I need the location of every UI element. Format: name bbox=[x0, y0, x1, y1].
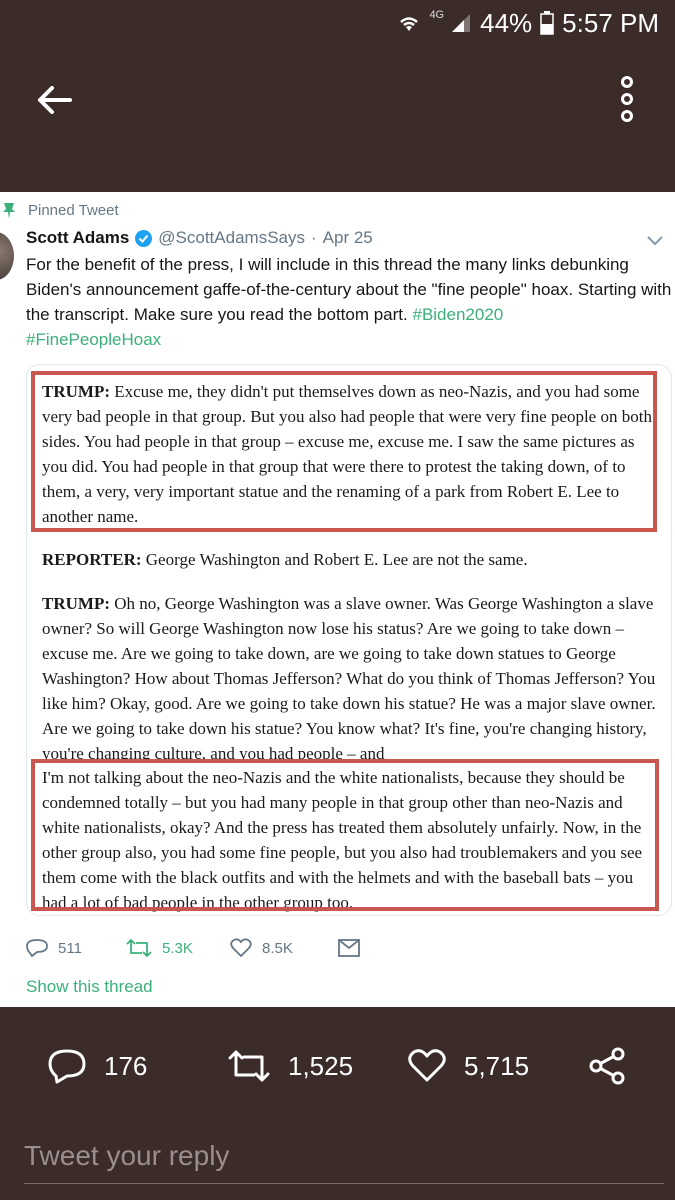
retweet-button-large[interactable] bbox=[228, 1040, 353, 1092]
hashtag-link[interactable]: #FinePeopleHoax bbox=[26, 330, 162, 349]
retweet-count: 5.3K bbox=[162, 939, 193, 957]
signal-icon bbox=[450, 12, 472, 34]
author-name[interactable]: Scott Adams bbox=[26, 228, 130, 247]
tweet-image[interactable] bbox=[26, 364, 672, 916]
separator: · bbox=[310, 228, 317, 247]
like-count: 8.5K bbox=[262, 939, 293, 957]
tweet-card[interactable] bbox=[0, 192, 675, 1007]
tweet-header bbox=[26, 228, 615, 248]
reply-count-large: 176 bbox=[104, 1050, 148, 1081]
highlight-box bbox=[31, 371, 657, 532]
avatar[interactable] bbox=[0, 232, 14, 280]
share-icon bbox=[588, 1047, 626, 1085]
battery-percent: 44% bbox=[480, 7, 533, 38]
envelope-icon bbox=[338, 939, 360, 957]
pin-icon bbox=[2, 203, 16, 219]
chevron-down-icon[interactable] bbox=[645, 230, 665, 250]
pinned-indicator bbox=[0, 202, 119, 219]
tweet-body: For the benefit of the press, I will include in this thread the many links debunking Biden's announcement gaffe-of-the-century about the "fine people" hoax. Starting with the transcript. Make sure you read the bottom part. bbox=[26, 255, 672, 324]
reply-icon bbox=[48, 1048, 86, 1084]
transcript-para-3: TRUMP: Oh no, George Washington was a slave owner. Was George Washington a slave owner? So will George Washington now lose his status? Are we going to take down – excuse me. Are we going to take down, are we going to take down statues to George Washington? How about Thomas Jefferson? What do you think of Thomas Jefferson? You like him? Okay, good. Are we going to take down his statue? He was a major slave owner. Are we going to take down his statue? You know what? It's fine, you're changing history, you're changing culture, and you had people – and bbox=[42, 594, 656, 763]
verified-badge-icon bbox=[135, 230, 152, 247]
app-bar bbox=[0, 46, 675, 192]
retweet-count-large: 1,525 bbox=[288, 1050, 354, 1081]
retweet-button[interactable] bbox=[126, 938, 230, 958]
reply-input[interactable] bbox=[24, 1128, 664, 1183]
show-thread-link[interactable]: Show this thread bbox=[26, 977, 153, 996]
retweet-icon bbox=[126, 938, 152, 958]
battery-icon bbox=[540, 11, 554, 35]
tweet-date[interactable]: Apr 25 bbox=[322, 228, 373, 247]
reply-bar bbox=[24, 1128, 664, 1184]
hashtag-link[interactable]: #Biden2020 bbox=[412, 305, 504, 324]
share-button[interactable] bbox=[588, 1040, 626, 1092]
retweet-icon bbox=[228, 1049, 270, 1083]
back-button[interactable] bbox=[30, 76, 78, 124]
like-button-large[interactable] bbox=[408, 1040, 529, 1092]
like-button[interactable] bbox=[230, 938, 338, 958]
reply-icon bbox=[26, 938, 48, 958]
bottom-action-bar bbox=[0, 1040, 675, 1092]
clock: 5:57 PM bbox=[562, 7, 659, 38]
reply-button-large[interactable] bbox=[48, 1040, 147, 1092]
status-bar bbox=[0, 0, 675, 46]
pinned-label: Pinned Tweet bbox=[28, 202, 119, 219]
speaker-label: REPORTER: bbox=[42, 550, 142, 569]
wifi-icon bbox=[397, 13, 421, 33]
arrow-left-icon bbox=[36, 85, 72, 115]
transcript-para-4: I'm not talking about the neo-Nazis and the white nationalists, because they should be condemned totally – but you had many people in that group other than neo-Nazis and white nationalists, okay? And the press has treated them absolutely unfairly. Now, in the other group also, you had some fine people, but you also had troublemakers and you see them come with the black outfits and with the helmets and with the baseball bats – you had a lot of bad people in the other group too. bbox=[42, 768, 643, 912]
dm-share-button[interactable] bbox=[338, 939, 360, 957]
heart-icon bbox=[408, 1049, 446, 1083]
speaker-label: TRUMP: bbox=[42, 382, 110, 401]
highlight-box bbox=[31, 759, 659, 911]
tweet-actions bbox=[26, 938, 360, 958]
more-vertical-icon bbox=[621, 76, 633, 88]
transcript-para-2: REPORTER: George Washington and Robert E. Lee are not the same. bbox=[42, 550, 528, 569]
network-type: 4G bbox=[429, 9, 445, 21]
reply-button[interactable] bbox=[26, 938, 126, 958]
speaker-label: TRUMP: bbox=[42, 594, 110, 613]
like-count-large: 5,715 bbox=[464, 1050, 530, 1081]
reply-count: 511 bbox=[58, 939, 82, 957]
heart-icon bbox=[230, 938, 252, 958]
tweet-text bbox=[26, 252, 674, 352]
author-handle[interactable]: @ScottAdamsSays bbox=[158, 228, 305, 247]
more-options-button[interactable] bbox=[615, 76, 639, 122]
transcript-para-1: TRUMP: Excuse me, they didn't put themselves down as neo-Nazis, and you had some very bad people in that group. But you also had people that were very fine people on both sides. You had people in that group – excuse me, excuse me. I saw the same pictures as you did. You had people in that group that were there to protest the taking down, of to them, a very, very important statue and the renaming of a park from Robert E. Lee to another name. bbox=[42, 382, 652, 526]
